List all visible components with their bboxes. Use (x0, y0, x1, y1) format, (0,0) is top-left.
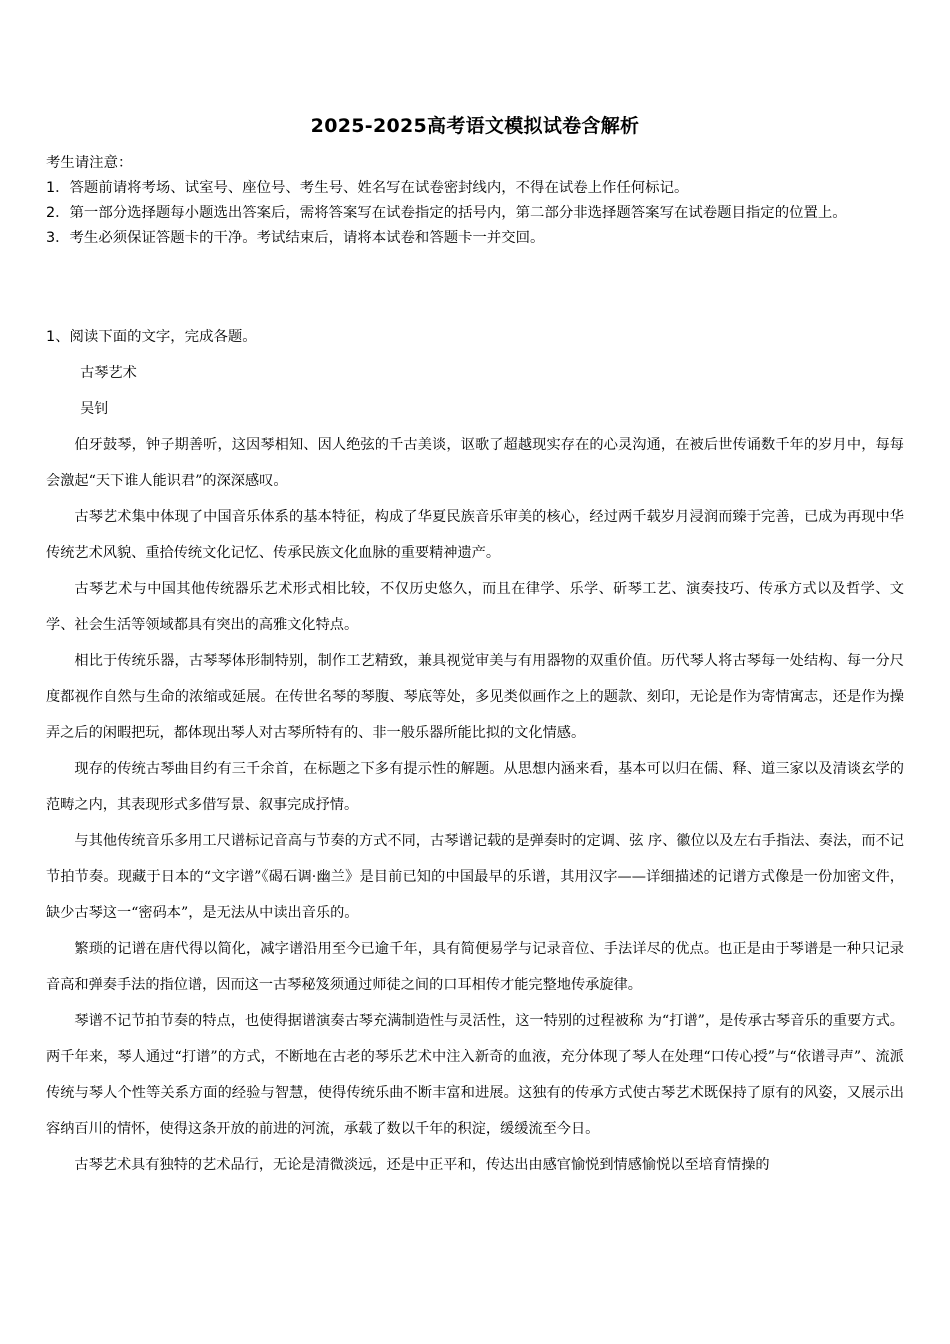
notice-item-3: 3．考生必须保证答题卡的干净。考试结束后，请将本试卷和答题卡一并交回。 (46, 230, 545, 246)
article-paragraph: 相比于传统乐器，古琴琴体形制特别，制作工艺精致，兼具视觉审美与有用器物的双重价值。历代琴人将古琴每一处结构、每一分尺度都视作自然与生命的浓缩或延展。在传世名琴的琴腹、琴底等处，多见类似画作之上的题款、刻印，无论是作为寄情寓志，还是作为操弄之后的闲暇把玩，都体现出琴人对古琴所特有的、非一般乐器所能比拟的文化情感。 (46, 653, 904, 741)
article-paragraph: 琴谱不记节拍节奏的特点，也使得据谱演奏古琴充满制造性与灵活性，这一特别的过程被称 为“打谱”，是传承古琴音乐的重要方式。两千年来，琴人通过“打谱”的方式，不断地在古老的琴乐艺术中注入新奇的血液，充分体现了琴人在处理“口传心授”与“依谱寻声”、流派传统与琴人个性等关系方面的经验与智慧，使得传统乐曲不断丰富和进展。这独有的传承方式使古琴艺术既保持了原有的风姿，又展示出容纳百川的情怀，使得这条开放的前进的河流，承载了数以千年的积淀，缓缓流至今日。 (46, 1013, 904, 1137)
notice-item-1: 1．答题前请将考场、试室号、座位号、考生号、姓名写在试卷密封线内，不得在试卷上作任何标记。 (46, 180, 689, 196)
article-author: 吴钊 (80, 401, 109, 417)
article-paragraph: 古琴艺术与中国其他传统器乐艺术形式相比较，不仅历史悠久，而且在律学、乐学、斫琴工艺、演奏技巧、传承方式以及哲学、文学、社会生活等领域都具有突出的高雅文化特点。 (46, 581, 904, 633)
article-paragraph: 繁琐的记谱在唐代得以简化，减字谱沿用至今已逾千年，具有简便易学与记录音位、手法详尽的优点。也正是由于琴谱是一种只记录音高和弹奏手法的指位谱，因而这一古琴秘笈须通过师徒之间的口耳相传才能完整地传承旋律。 (46, 941, 904, 993)
article-paragraph: 古琴艺术集中体现了中国音乐体系的基本特征，构成了华夏民族音乐审美的核心，经过两千载岁月浸润而臻于完善，已成为再现中华传统艺术风貌、重拾传统文化记忆、传承民族文化血脉的重要精神遗产。 (46, 509, 904, 561)
article-title: 古琴艺术 (80, 365, 137, 381)
notice-section (46, 151, 904, 251)
notice-heading: 考生请注意： (46, 155, 133, 171)
article-paragraph: 古琴艺术具有独特的艺术品行，无论是清微淡远，还是中正平和，传达出由感官愉悦到情感愉悦以至培育情操的 (74, 1157, 770, 1173)
article-paragraph: 现存的传统古琴曲目约有三千余首，在标题之下多有提示性的解题。从思想内涵来看，基本可以归在儒、释、道三家以及清谈玄学的范畴之内，其表现形式多借写景、叙事完成抒情。 (46, 761, 904, 813)
question-prompt: 1、阅读下面的文字，完成各题。 (46, 329, 257, 345)
article-paragraph: 伯牙鼓琴，钟子期善听，这因琴相知、因人绝弦的千古美谈，讴歌了超越现实存在的心灵沟通，在被后世传诵数千年的岁月中，每每会激起“天下谁人能识君”的深深感叹。 (46, 437, 904, 489)
article-paragraph: 与其他传统音乐多用工尺谱标记音高与节奏的方式不同，古琴谱记载的是弹奏时的定调、弦 序、徽位以及左右手指法、奏法，而不记节拍节奏。现藏于日本的“文字谱”《碣石调·幽兰》是目前已知的中国最早的乐谱，其用汉字——详细描述的记谱方式像是一份加密文件，缺少古琴这一“密码本”，是无法从中读出音乐的。 (46, 833, 904, 921)
exam-title: 2025-2025高考语文模拟试卷含解析 (310, 115, 640, 137)
notice-item-2: 2．第一部分选择题每小题选出答案后，需将答案写在试卷指定的括号内，第二部分非选择题答案写在试卷题目指定的位置上。 (46, 205, 847, 221)
reading-article (46, 355, 904, 1183)
